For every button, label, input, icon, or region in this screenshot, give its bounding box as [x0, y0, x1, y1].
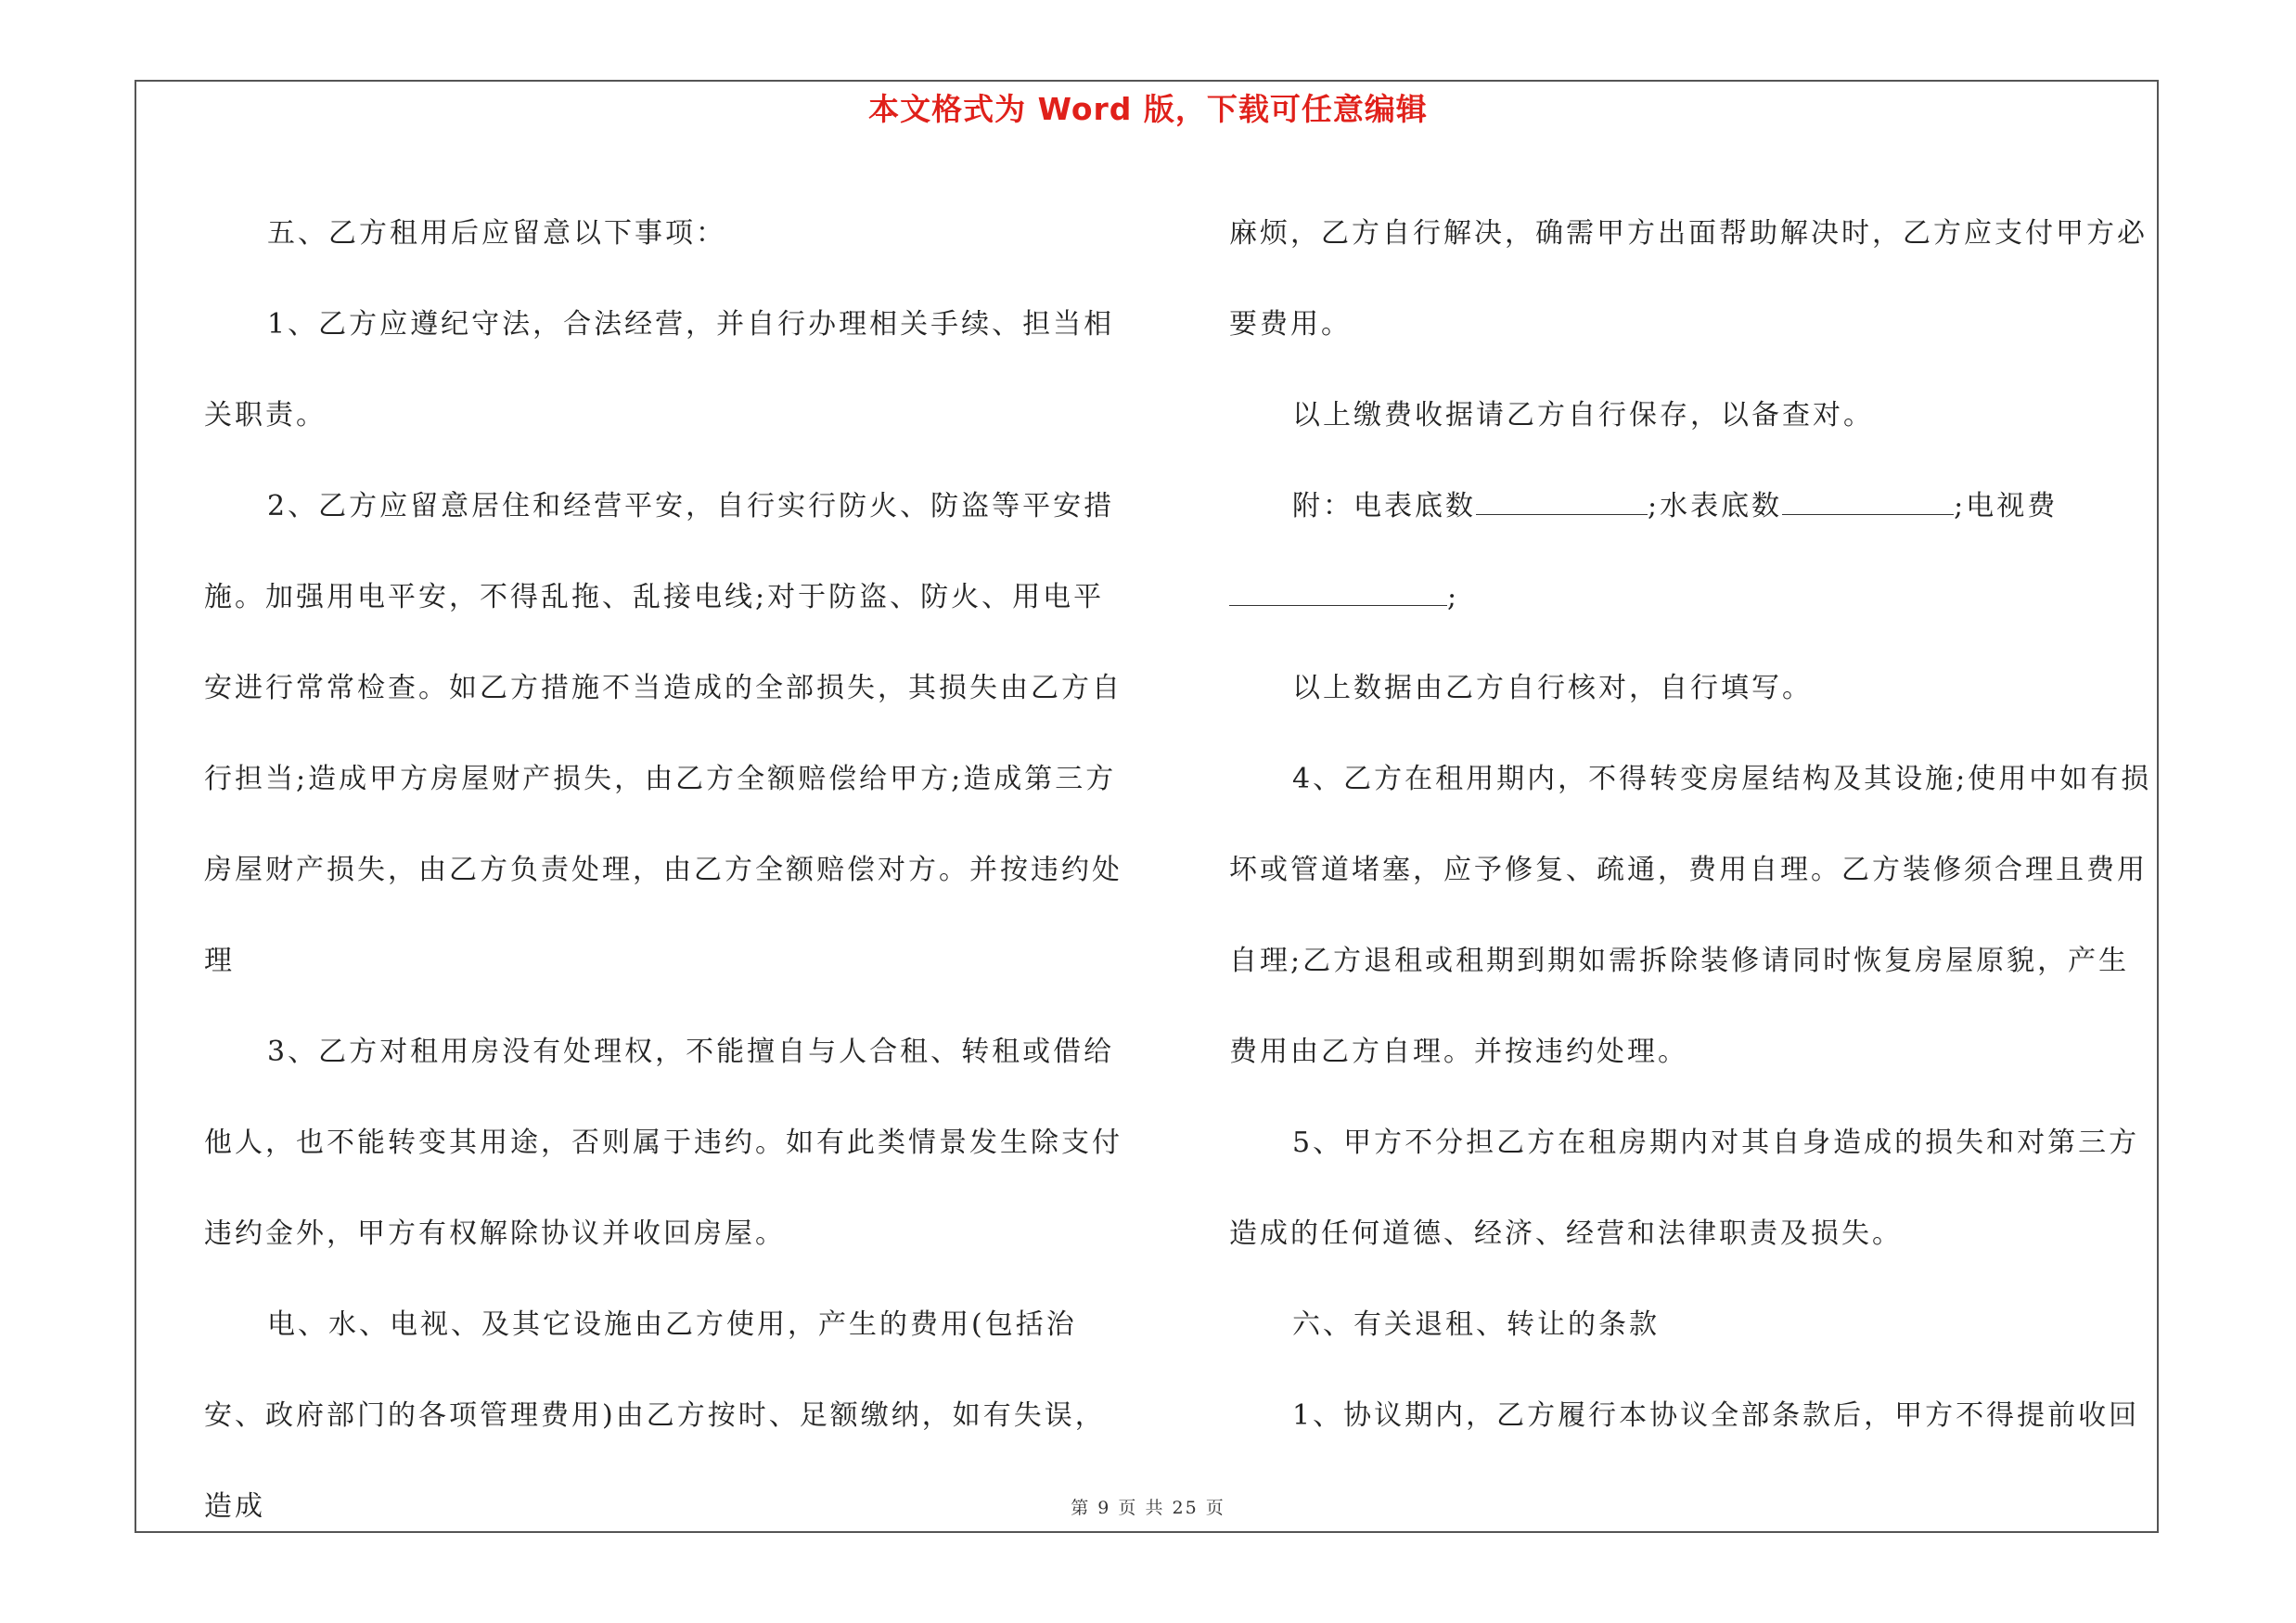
left-paragraph: 3、乙方对租用房没有处理权，不能擅自与人合租、转租或借给他人，也不能转变其用途，否则属于违约。如有此类情景发生除支付违约金外，甲方有权解除协议并收回房屋。 [204, 1036, 1122, 1250]
page-number: 第 9 页 共 25 页 [1071, 1498, 1225, 1518]
electric-meter-blank [1476, 488, 1648, 515]
right-paragraph: 4、乙方在租用期内，不得转变房屋结构及其设施;使用中如有损坏或管道堵塞，应予修复、疏通，费用自理。乙方装修须合理且费用自理;乙方退租或租期到期如需拆除装修请同时恢复房屋原貌，产生费用由乙方自理。并按违约处理。 [1229, 763, 2152, 1068]
right-paragraph: 1、协议期内，乙方履行本协议全部条款后，甲方不得提前收回 [1292, 1399, 2140, 1432]
left-paragraph: 电、水、电视、及其它设施由乙方使用，产生的费用(包括治安、政府部门的各项管理费用)由乙方按时、足额缴纳，如有失误，造成 [204, 1308, 1106, 1523]
meter-label: ;水表底数 [1648, 490, 1783, 522]
meter-label: 附：电表底数 [1292, 490, 1476, 522]
right-paragraph-continuation: 麻烦，乙方自行解决，确需甲方出面帮助解决时，乙方应支付甲方必要费用。 [1229, 217, 2148, 341]
meter-readings-line [1229, 461, 2157, 643]
meter-label: ; [1447, 581, 1460, 613]
right-paragraph: 以上缴费收据请乙方自行保存，以备查对。 [1292, 399, 1874, 432]
word-format-banner: 本文格式为 Word 版，下载可任意编辑 [868, 91, 1428, 127]
section-heading: 六、有关退租、转让的条款 [1292, 1308, 1660, 1341]
water-meter-blank [1782, 488, 1954, 515]
right-column [1229, 188, 2157, 1462]
left-paragraph: 五、乙方租用后应留意以下事项： [267, 217, 726, 250]
left-column [204, 188, 1132, 1552]
right-paragraph: 5、甲方不分担乙方在租房期内对其自身造成的损失和对第三方造成的任何道德、经济、经营和法律职责及损失。 [1229, 1127, 2140, 1250]
meter-label: ;电视费 [1954, 490, 2059, 522]
right-paragraph: 以上数据由乙方自行核对，自行填写。 [1292, 672, 1813, 704]
left-paragraph: 1、乙方应遵纪守法，合法经营，并自行办理相关手续、担当相关职责。 [204, 308, 1115, 432]
tv-fee-blank [1229, 579, 1447, 606]
left-paragraph: 2、乙方应留意居住和经营平安，自行实行防火、防盗等平安措施。加强用电平安，不得乱拖、乱接电线;对于防盗、防火、用电平安进行常常检查。如乙方措施不当造成的全部损失，其损失由乙方自行担当;造成甲方房屋财产损失，由乙方全额赔偿给甲方;造成第三方房屋财产损失，由乙方负责处理，由乙方全额赔偿对方。并按违约处理 [204, 490, 1122, 977]
